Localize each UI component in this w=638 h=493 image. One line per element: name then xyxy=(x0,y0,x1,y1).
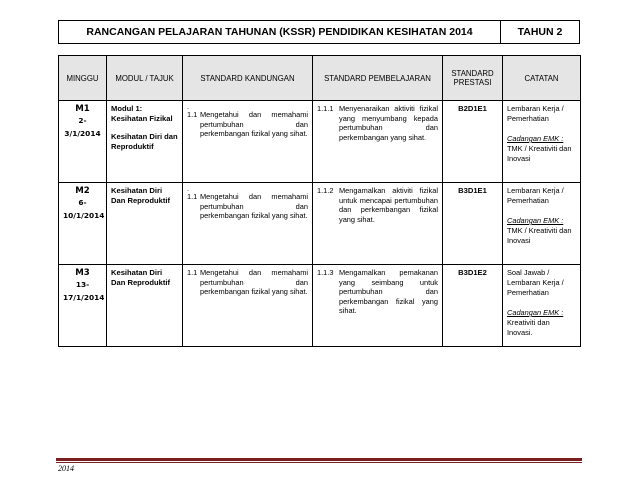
week-cell xyxy=(59,183,107,265)
table-row xyxy=(59,183,581,265)
catatan-cell xyxy=(503,183,581,265)
module-subtitle: Kesihatan Diri dan Reproduktif xyxy=(111,132,178,151)
sp-code: 1.1.3 xyxy=(317,268,334,277)
document-title-box xyxy=(58,20,580,44)
standard-pembelajaran-cell xyxy=(313,265,443,347)
week-date: 13- 17/1/2014 xyxy=(63,280,105,302)
sk-code: 1.1 xyxy=(187,110,198,119)
footer-divider xyxy=(56,458,582,463)
sp-text: Menyenaraikan aktiviti fizikal yang menyumbang kepada pertumbuhan dan perkembangan yang sihat. xyxy=(339,104,438,142)
week-cell xyxy=(59,265,107,347)
module-title: Modul 1: Kesihatan Fizikal xyxy=(111,104,173,123)
standard-kandungan-cell xyxy=(183,101,313,183)
sk-code: 1.1 xyxy=(187,192,198,201)
sk-text: Mengetahui dan memahami pertumbuhan dan perkembangan fizikal yang sihat. xyxy=(200,192,308,220)
standard-kandungan-cell xyxy=(183,265,313,347)
emk-label: Cadangan EMK : xyxy=(507,308,564,317)
table-header-row xyxy=(59,56,581,101)
header-standard-pembelajaran: STANDARD PEMBELAJARAN xyxy=(313,56,443,101)
emk-value: TMK / Kreativiti dan Inovasi xyxy=(507,144,572,163)
header-standard-kandungan: STANDARD KANDUNGAN xyxy=(183,56,313,101)
table-row xyxy=(59,265,581,347)
catatan-cell xyxy=(503,101,581,183)
prestasi-cell: B3D1E2 xyxy=(443,265,503,347)
week-cell xyxy=(59,101,107,183)
prestasi-cell: B3D1E1 xyxy=(443,183,503,265)
sk-text: Mengetahui dan memahami pertumbuhan dan perkembangan fizikal yang sihat. xyxy=(200,268,308,296)
header-catatan: CATATAN xyxy=(503,56,581,101)
footer-year: 2014 xyxy=(58,464,74,473)
week-code: M2 xyxy=(75,186,90,196)
bullet-marker: . xyxy=(187,102,190,111)
emk-label: Cadangan EMK : xyxy=(507,216,564,225)
week-code: M3 xyxy=(75,268,90,278)
catatan-cell xyxy=(503,265,581,347)
module-cell xyxy=(107,183,183,265)
week-date: 6- 10/1/2014 xyxy=(63,198,105,220)
module-cell xyxy=(107,101,183,183)
header-minggu: MINGGU xyxy=(59,56,107,101)
sp-code: 1.1.2 xyxy=(317,186,334,195)
year-label: TAHUN 2 xyxy=(517,26,563,38)
document-title: RANCANGAN PELAJARAN TAHUNAN (KSSR) PENDIDIKAN KESIHATAN 2014 xyxy=(59,21,501,43)
activity-text: Lembaran Kerja / Pemerhatian xyxy=(507,104,564,123)
week-date: 2- 3/1/2014 xyxy=(64,116,101,138)
standard-kandungan-cell xyxy=(183,183,313,265)
header-standard-prestasi: STANDARD PRESTASI xyxy=(443,56,503,101)
activity-text: Soal Jawab / Lembaran Kerja / Pemerhatian xyxy=(507,268,564,297)
activity-text: Lembaran Kerja / Pemerhatian xyxy=(507,186,564,205)
sp-text: Mengamalkan pemakanan yang seimbang untuk pertumbuhan dan perkembangan fizikal yang sihat. xyxy=(339,268,438,315)
week-code: M1 xyxy=(75,104,90,114)
table-row xyxy=(59,101,581,183)
emk-value: TMK / Kreativiti dan Inovasi xyxy=(507,226,572,245)
bullet-marker: . xyxy=(187,184,190,193)
standard-pembelajaran-cell xyxy=(313,183,443,265)
emk-value: Kreativiti dan Inovasi. xyxy=(507,318,550,337)
sp-text: Mengamalkan aktiviti fizikal untuk mencapai pertumbuhan dan perkembangan fizikal yang sihat. xyxy=(339,186,438,224)
module-cell xyxy=(107,265,183,347)
standard-pembelajaran-cell xyxy=(313,101,443,183)
module-title: Kesihatan Diri Dan Reproduktif xyxy=(111,186,171,205)
emk-label: Cadangan EMK : xyxy=(507,134,564,143)
module-title: Kesihatan Diri Dan Reproduktif xyxy=(111,268,171,287)
sp-code: 1.1.1 xyxy=(317,104,334,113)
footer-line-thick xyxy=(56,458,582,461)
sk-code: 1.1 xyxy=(187,268,198,277)
sk-text: Mengetahui dan memahami pertumbuhan dan perkembangan fizikal yang sihat. xyxy=(200,110,308,138)
lesson-plan-table xyxy=(58,55,581,347)
prestasi-cell: B2D1E1 xyxy=(443,101,503,183)
header-modul-tajuk: MODUL / TAJUK xyxy=(107,56,183,101)
footer-line-thin xyxy=(56,462,582,463)
